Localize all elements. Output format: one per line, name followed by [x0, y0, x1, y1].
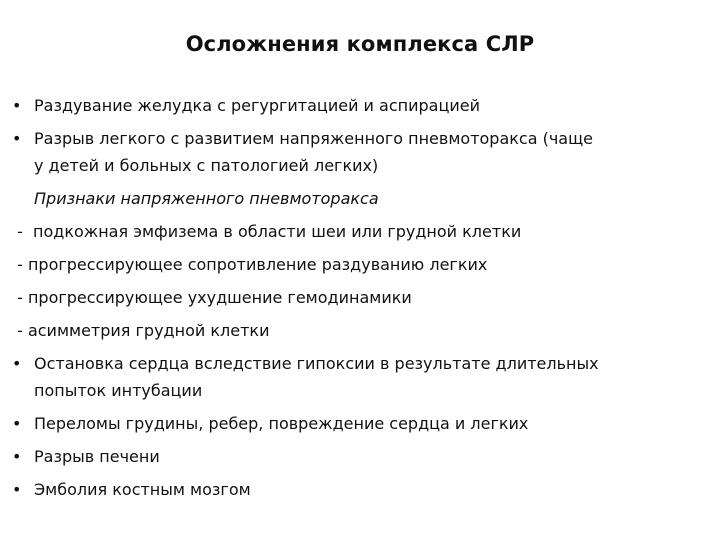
bullet-marker: • [12, 96, 22, 115]
sub-item: - асимметрия грудной клетки [12, 321, 270, 340]
slide-title: Осложнения комплекса СЛР [185, 32, 535, 56]
list-item-text: Остановка сердца вследствие гипоксии в результате длительных [34, 354, 599, 373]
list-item [12, 350, 708, 404]
slide-content [12, 86, 708, 503]
bullet-marker: • [12, 354, 22, 373]
list-item [12, 443, 708, 470]
list-item [12, 125, 708, 179]
list-item-text: Эмболия костным мозгом [34, 480, 251, 499]
bullet-marker: • [12, 129, 22, 148]
bullet-marker: • [12, 447, 22, 466]
sub-item: - прогрессирующее сопротивление раздуванию легких [12, 255, 488, 274]
list-item-text: Разрыв легкого с развитием напряженного пневмоторакса (чаще [34, 129, 594, 148]
list-item-text-continued: попыток интубации [34, 381, 203, 400]
subheading: Признаки напряженного пневмоторакса [34, 189, 379, 208]
list-item-text: Переломы грудины, ребер, повреждение сердца и легких [34, 414, 529, 433]
list-item-text: Раздувание желудка с регургитацией и аспирацией [34, 96, 480, 115]
list-item [12, 476, 708, 503]
bullet-marker: • [12, 480, 22, 499]
list-item-text: Разрыв печени [34, 447, 160, 466]
list-item [12, 410, 708, 437]
bullet-marker: • [12, 414, 22, 433]
list-item [12, 92, 708, 119]
sub-item: - прогрессирующее ухудшение гемодинамики [12, 288, 412, 307]
sub-item: - подкожная эмфизема в области шеи или грудной клетки [12, 222, 522, 241]
list-item-text-continued: у детей и больных с патологией легких) [34, 156, 379, 175]
